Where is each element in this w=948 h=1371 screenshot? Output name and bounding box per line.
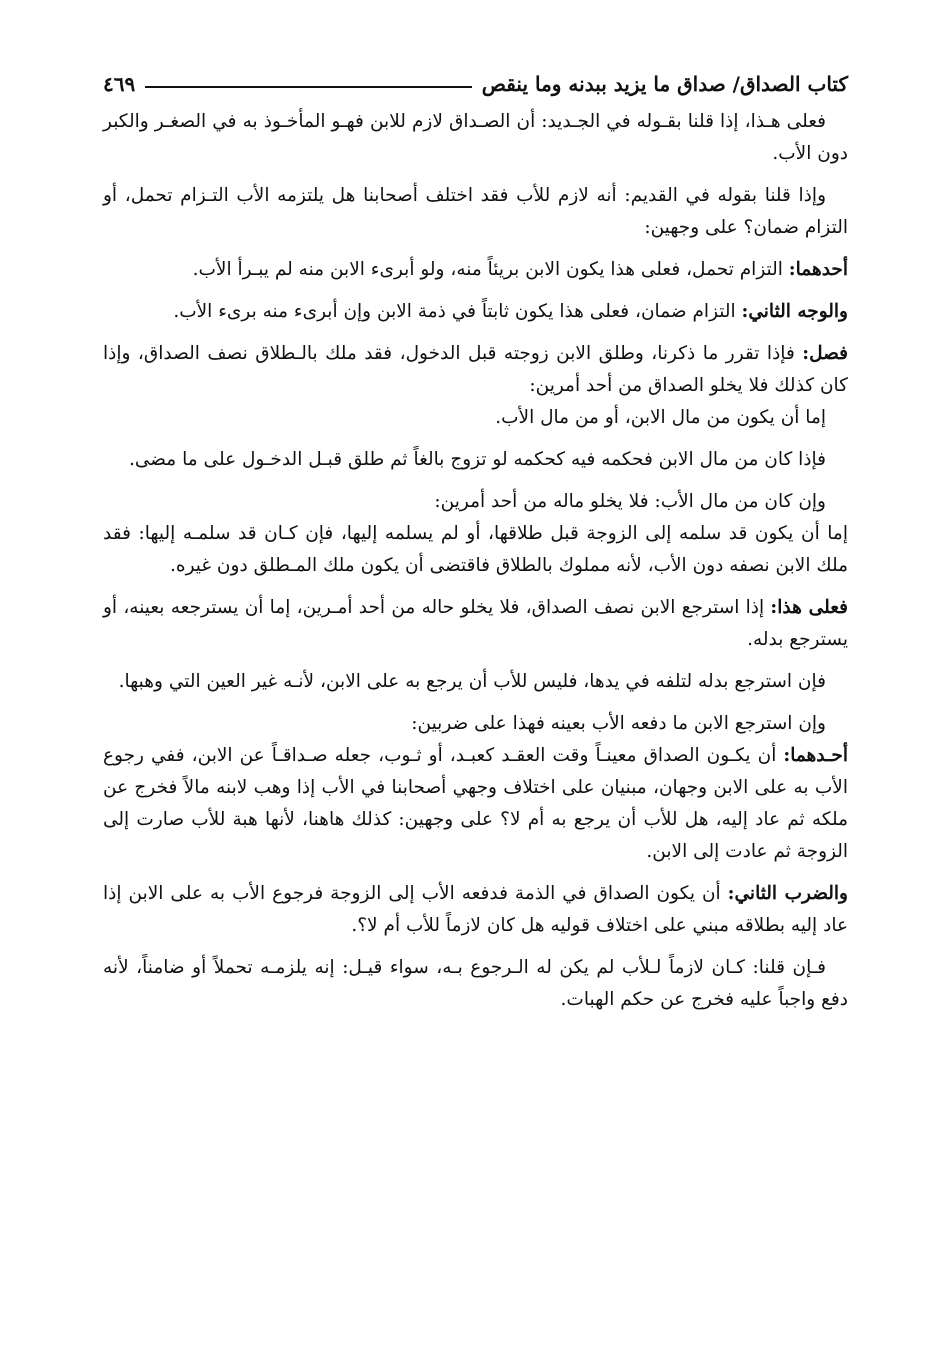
paragraph: أحدهما: التزام تحمل، فعلى هذا يكون الابن بريئاً منه، ولو أبرىء الابن منه لم يبـرأ الأب.: [192, 259, 848, 280]
page-body: [103, 106, 848, 1016]
paragraph: فإذا كان من مال الابن فحكمه فيه كحكمه لو تزوج بالغاً ثم طلق قبـل الدخـول على ما مضى.: [128, 449, 826, 470]
paragraph: فـإن قلنا: كـان لازماً لـلأب لم يكن له الـرجوع بـه، سواء قيـل: إنه يلزمـه تحملاً أو ضامناً، لأنه دفع واجباً عليه فخرج عن حكم الهبات.: [103, 957, 848, 1010]
paragraph: أحـدهما: أن يكـون الصداق معينـاً وقت العقـد كعبـد، أو ثـوب، جعله صـداقـاً عن الابن، ففي رجوع الأب به على الابن وجهان، مبنيان على اختلاف وجهي أصحابنا في الأب إذا وهب لابنه مالاً فخرج عن ملكه ثم عاد إليه، هل للأب أن يرجع به أم لا؟ على وجهين: كذلك هاهنا، لأنها هبة للأب صارت إلى الزوجة ثم عادت إلى الابن.: [103, 745, 848, 862]
paragraph: وإن كان من مال الأب: فلا يخلو ماله من أحد أمرين:: [434, 491, 826, 512]
header-rule: [145, 86, 472, 88]
paragraph: والضرب الثاني: أن يكون الصداق في الذمة فدفعه الأب إلى الزوجة فرجوع الأب به على الابن إذا عاد إليه بطلاقه مبني على اختلاف قوليه هل كان لازماً للأب أم لا؟.: [103, 883, 848, 936]
paragraph: إما أن يكون قد سلمه إلى الزوجة قبل طلاقها، أو لم يسلمه إليها، فإن كـان قد سلمـه إليها: فقد ملك الابن نصفه دون الأب، لأنه مملوك بالطلاق فاقتضى أن يكون ملك المـطلق دون غيره.: [103, 523, 848, 576]
paragraph: فعلى هـذا، إذا قلنا بقـوله في الجـديد: أن الصـداق لازم للابن فهـو المأخـوذ به في الصغـر والكبر دون الأب.: [103, 111, 848, 164]
paragraph-lead: أحـدهما:: [783, 745, 848, 766]
chapter-title: كتاب الصداق/ صداق ما يزيد ببدنه وما ينقص: [481, 72, 848, 96]
page-number: ٤٦٩: [103, 72, 136, 96]
paragraph: وإن استرجع الابن ما دفعه الأب بعينه فهذا على ضربين:: [411, 713, 826, 734]
section-heading: فصل:: [802, 343, 848, 364]
paragraph: إما أن يكون من مال الابن، أو من مال الأب.: [495, 407, 826, 428]
paragraph: فصل: فإذا تقرر ما ذكرنا، وطلق الابن زوجته قبل الدخول، فقد ملك بالـطلاق نصف الصداق، وإذا كان كذلك فلا يخلو الصداق من أحد أمرين:: [103, 343, 848, 396]
paragraph-lead: فعلى هذا:: [770, 597, 848, 618]
paragraph: فإن استرجع بدله لتلفه في يدها، فليس للأب أن يرجع به على الابن، لأنـه غير العين التي وهبها.: [118, 671, 826, 692]
paragraph-lead: والوجه الثاني:: [741, 301, 848, 322]
paragraph: والوجه الثاني: التزام ضمان، فعلى هذا يكون ثابتاً في ذمة الابن وإن أبرىء منه برىء الأب.: [173, 301, 848, 322]
running-header: [103, 54, 848, 96]
paragraph: وإذا قلنا بقوله في القديم: أنه لازم للأب فقد اختلف أصحابنا هل يلتزمه الأب التـزام تحمل، أو التزام ضمان؟ على وجهين:: [103, 185, 848, 238]
paragraph-lead: والضرب الثاني:: [727, 883, 848, 904]
paragraph-lead: أحدهما:: [788, 259, 848, 280]
paragraph: فعلى هذا: إذا استرجع الابن نصف الصداق، فلا يخلو حاله من أحد أمـرين، إما أن يسترجعه بعينه، أو يسترجع بدله.: [103, 597, 848, 650]
